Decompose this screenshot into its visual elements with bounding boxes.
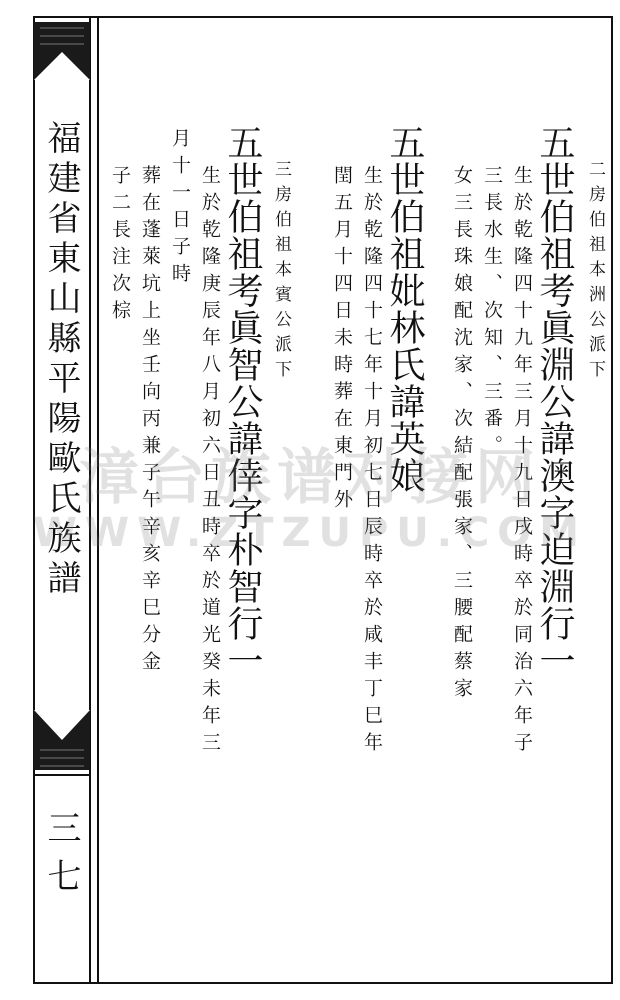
- book-title: 福建省東山縣平陽歐氏族譜: [41, 120, 81, 600]
- branch-heading-3rd-house: 三房伯祖本賓公派下: [271, 160, 291, 385]
- entry-title-zhenyuan: 五世伯祖考眞淵公諱澳字迫淵行一: [534, 124, 575, 679]
- entry-text-line: 閏五月十四日未時葬在東門外: [331, 165, 353, 516]
- bottom-border-line: [33, 982, 613, 984]
- entry-text-line: 女三長珠娘配沈家、次結配張家、三腰配蔡家: [451, 165, 473, 705]
- spine-right-line: [89, 16, 91, 984]
- text-frame-left-line: [97, 16, 99, 984]
- spine-divider-line: [33, 774, 91, 776]
- entry-text-line: 三長水生、次知、三番。: [481, 165, 503, 462]
- entry-text-line: 生於乾隆庚辰年八月初六日丑時卒於道光癸未年三: [199, 165, 221, 759]
- top-border-line: [33, 16, 613, 18]
- spine-bottom-ornament: [34, 710, 90, 770]
- left-border-line: [33, 16, 35, 984]
- entry-text-line: 生於乾隆四十七年十月初七日辰時卒於咸丰丁巳年: [361, 165, 383, 759]
- entry-text-line: 葬在蓬萊坑上坐壬向丙兼子午辛亥辛巳分金: [139, 165, 161, 678]
- page-number: 三七: [41, 810, 81, 906]
- watermark-url: WWW.ZTZUPU.COM: [32, 510, 588, 556]
- entry-text-line: 月十一日子時: [169, 128, 191, 290]
- right-border-line: [611, 16, 613, 984]
- entry-text-line: 生於乾隆四十九年三月十九日戌時卒於同治六年子: [511, 165, 533, 759]
- branch-heading-2nd-house: 二房伯祖本洲公派下: [585, 160, 605, 385]
- entry-title-zhenzhi: 五世伯祖考眞智公諱倖字朴智行一: [222, 124, 263, 679]
- watermark-title: 漳台族谱对接网: [79, 443, 541, 513]
- entry-text-line: 子二長注次棕: [109, 165, 131, 327]
- entry-title-lin-shi: 五世伯祖妣林氏諱英娘: [384, 124, 425, 494]
- spine-top-ornament: [34, 22, 90, 80]
